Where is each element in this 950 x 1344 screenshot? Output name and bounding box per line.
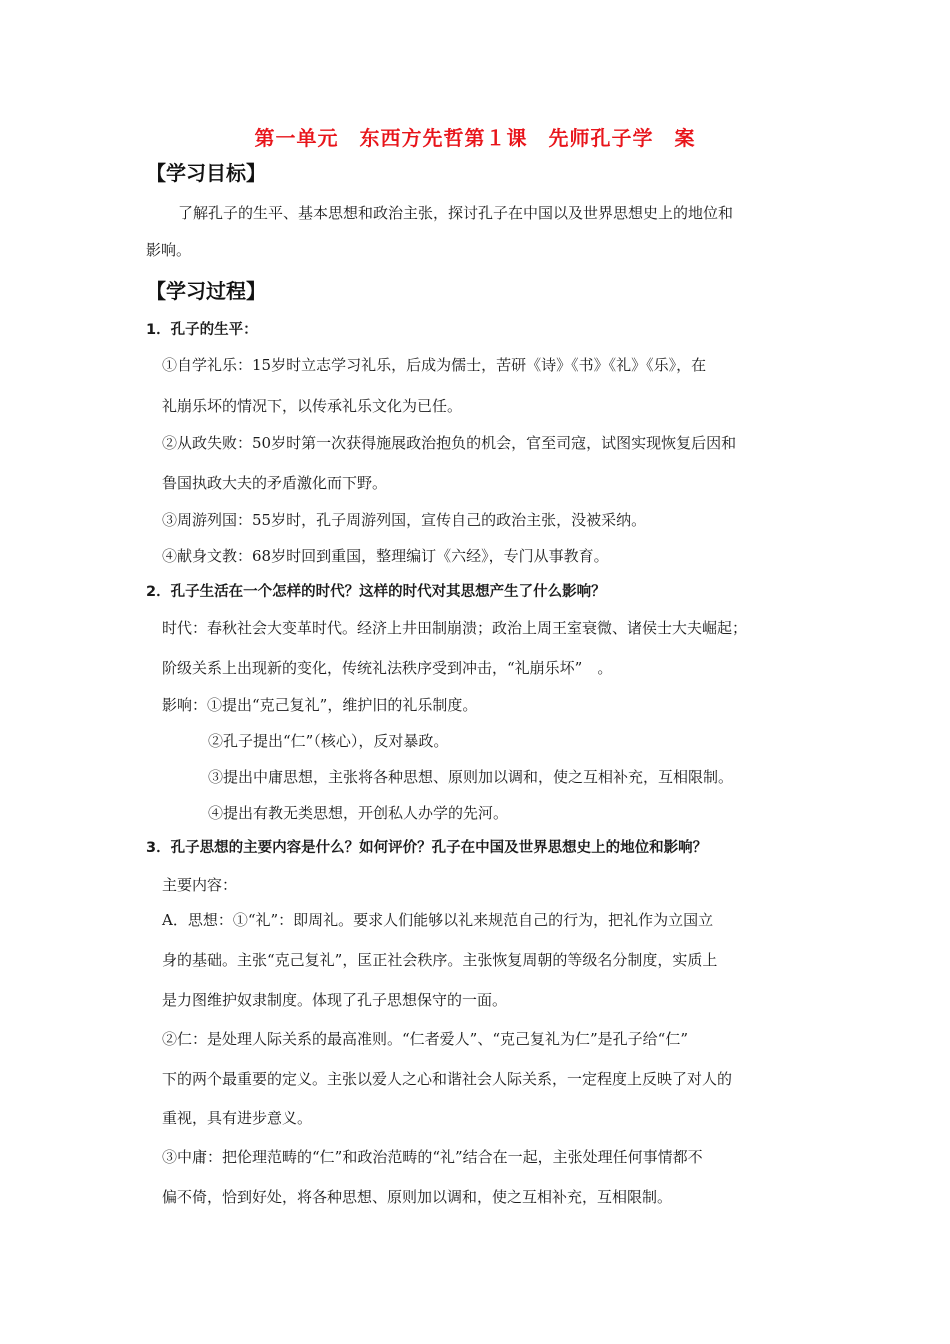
paragraph-line: 身的基础。主张“克己复礼”，匡正社会秩序。主张恢复周朝的等级名分制度，实质上 bbox=[162, 951, 718, 969]
paragraph-line: 重视，具有进步意义。 bbox=[162, 1109, 313, 1127]
objectives-heading: 【学习目标】 bbox=[146, 161, 266, 185]
paragraph-line: 阶级关系上出现新的变化，传统礼法秩序受到冲击，“礼崩乐坏” 。 bbox=[162, 659, 613, 677]
paragraph-line: ④献身文教：68岁时回到重国，整理编订《六经》，专门从事教育。 bbox=[162, 547, 609, 565]
objectives-text-line: 影响。 bbox=[146, 241, 192, 259]
paragraph-line: 主要内容： bbox=[162, 876, 238, 894]
paragraph-line: 影响：①提出“克己复礼”，维护旧的礼乐制度。 bbox=[162, 696, 478, 714]
page-title: 第一单元 东西方先哲第１课 先师孔子学 案 bbox=[254, 126, 696, 150]
question-2-title: 2．孔子生活在一个怎样的时代？这样的时代对其思想产生了什么影响？ bbox=[146, 584, 606, 600]
paragraph-line: ②仁：是处理人际关系的最高准则。“仁者爱人”、“克己复礼为仁”是孔子给“仁” bbox=[162, 1030, 689, 1048]
paragraph-line: 下的两个最重要的定义。主张以爱人之心和谐社会人际关系，一定程度上反映了对人的 bbox=[162, 1070, 733, 1088]
paragraph-line: A．思想：①“礼”：即周礼。要求人们能够以礼来规范自己的行为，把礼作为立国立 bbox=[162, 911, 714, 929]
paragraph-line: ①自学礼乐：15岁时立志学习礼乐，后成为儒士，苦研《诗》《书》《礼》《乐》，在 bbox=[162, 356, 707, 374]
paragraph-line: 偏不倚，恰到好处，将各种思想、原则加以调和，使之互相补充，互相限制。 bbox=[162, 1188, 673, 1206]
question-1-title: 1．孔子的生平： bbox=[146, 322, 258, 338]
paragraph-line: ②孔子提出“仁”（核心），反对暴政。 bbox=[208, 732, 449, 750]
objectives-text-line: 了解孔子的生平、基本思想和政治主张，探讨孔子在中国以及世界思想史上的地位和 bbox=[178, 204, 734, 222]
paragraph-line: 时代：春秋社会大变革时代。经济上井田制崩溃；政治上周王室衰微、诸侯士大夫崛起； bbox=[162, 619, 748, 637]
process-heading: 【学习过程】 bbox=[146, 279, 266, 303]
paragraph-line: ③提出中庸思想，主张将各种思想、原则加以调和，使之互相补充，互相限制。 bbox=[208, 768, 734, 786]
paragraph-line: ③中庸：把伦理范畴的“仁”和政治范畴的“礼”结合在一起，主张处理任何事情都不 bbox=[162, 1148, 703, 1166]
paragraph-line: 鲁国执政大夫的矛盾激化而下野。 bbox=[162, 474, 388, 492]
paragraph-line: 礼崩乐坏的情况下，以传承礼乐文化为已任。 bbox=[162, 397, 463, 415]
paragraph-line: ④提出有教无类思想，开创私人办学的先河。 bbox=[208, 804, 509, 822]
paragraph-line: 是力图维护奴隶制度。体现了孔子思想保守的一面。 bbox=[162, 991, 508, 1009]
paragraph-line: ③周游列国：55岁时，孔子周游列国，宣传自己的政治主张，没被采纳。 bbox=[162, 511, 647, 529]
paragraph-line: ②从政失败：50岁时第一次获得施展政治抱负的机会，官至司寇，试图实现恢复后因和 bbox=[162, 434, 737, 452]
question-3-title: 3．孔子思想的主要内容是什么？如何评价？孔子在中国及世界思想史上的地位和影响？ bbox=[146, 840, 708, 856]
